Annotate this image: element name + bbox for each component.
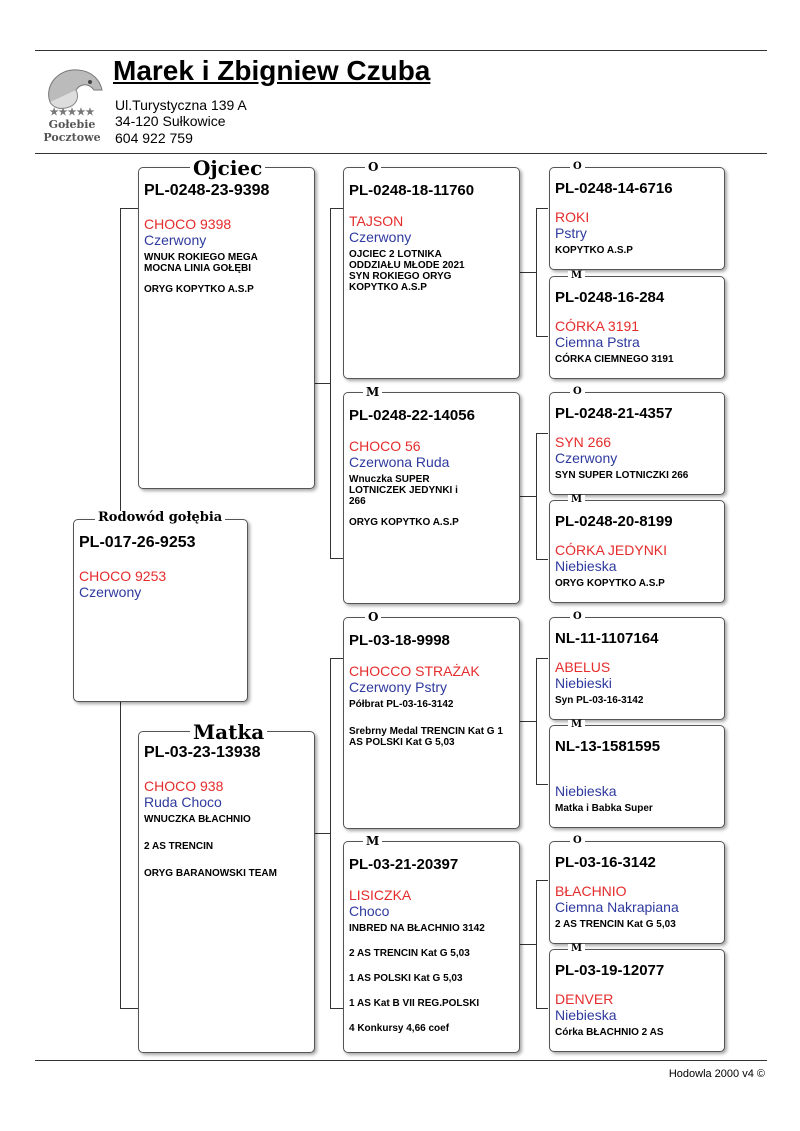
dam-tag: M [568, 271, 585, 281]
note-line: Córka BŁACHNIO 2 AS [555, 1027, 664, 1038]
ring-number: PL-03-21-20397 [349, 856, 459, 873]
great-grandparent-card[interactable] [549, 392, 725, 495]
ring-number: PL-017-26-9253 [79, 534, 196, 551]
ring-number: PL-0248-20-8199 [555, 513, 673, 530]
great-grandparent-card[interactable] [549, 617, 725, 720]
bird-color: Ciemna Nakrapiana [555, 899, 679, 915]
bird-name: SYN 266 [555, 434, 612, 450]
owner-name: Marek i Zbigniew Czuba [113, 55, 431, 86]
ring-number: NL-13-1581595 [555, 738, 661, 755]
connector [536, 433, 537, 559]
connector [536, 784, 548, 785]
ring-number: PL-03-19-12077 [555, 962, 665, 979]
note-line: Syn PL-03-16-3142 [555, 695, 644, 706]
connector [120, 1008, 140, 1009]
ring-number: PL-03-18-9998 [349, 632, 450, 649]
bird-name: TAJSON [349, 213, 404, 229]
dam-tag: M [363, 386, 382, 398]
note-line: WNUK ROKIEGO MEGA MOCNA LINIA GOŁĘBI [144, 252, 258, 274]
address-city: 34-120 Sułkowice [115, 113, 226, 129]
bird-notes [555, 919, 719, 930]
bird-name: CHOCO 9398 [144, 216, 232, 232]
bird-color: Czerwony [144, 232, 207, 248]
footer-rule [35, 1060, 767, 1061]
bird-notes [555, 354, 719, 365]
note-line: ORYG KOPYTKO A.S.P [555, 578, 665, 589]
sire-tag: O [570, 612, 585, 622]
bird-color: Niebieska [555, 1007, 617, 1023]
ring-number: PL-0248-16-284 [555, 289, 665, 306]
great-grandparent-card[interactable] [549, 841, 725, 944]
ring-number: NL-11-1107164 [555, 630, 659, 647]
note-line: ORYG KOPYTKO A.S.P [144, 284, 254, 295]
bird-color: Czerwona Ruda [349, 454, 450, 470]
connector [536, 658, 548, 659]
connector [330, 1008, 344, 1009]
bird-color: Niebieska [555, 558, 617, 574]
bird-notes [555, 1027, 719, 1038]
connector [315, 833, 330, 834]
connector [536, 880, 548, 881]
connector [330, 558, 344, 559]
bird-color: Czerwony [349, 229, 412, 245]
paternal-grandmother-card[interactable] [343, 392, 520, 604]
logo-stars: ★★★★★ [49, 107, 95, 118]
great-grandparent-card[interactable] [549, 725, 725, 828]
bird-notes [349, 923, 514, 1034]
dam-tag: M [568, 944, 585, 954]
bird-name: CHOCCO STRAŻAK [349, 663, 480, 679]
bird-name: CHOCO 938 [144, 778, 224, 794]
great-grandparent-card[interactable] [549, 500, 725, 603]
connector [315, 383, 330, 384]
bird-color: Pstry [555, 225, 587, 241]
note-line: 2 AS TRENCIN [144, 841, 214, 852]
bird-name: CHOCO 56 [349, 438, 421, 454]
bird-name: DENVER [555, 991, 614, 1007]
great-grandparent-card[interactable] [549, 949, 725, 1052]
note-line: Srebrny Medal TRENCIN Kat G 1 AS POLSKI Kat G 5,03 [349, 726, 503, 748]
bird-notes [555, 245, 719, 256]
bird-notes [555, 695, 719, 706]
note-line: Półbrat PL-03-16-3142 [349, 699, 454, 710]
father-tag: Ojciec [190, 158, 265, 178]
note-line: WNUCZKA BŁACHNIO [144, 814, 251, 825]
ring-number: PL-0248-22-14056 [349, 407, 475, 424]
dam-tag: M [363, 835, 382, 847]
note-line: Wnuczka SUPER LOTNICZEK JEDYNKI i 266 [349, 474, 458, 507]
logo-text-line1: Gołebie [48, 118, 96, 131]
note-line: 1 AS Kat B VII REG.POLSKI [349, 998, 480, 1009]
mother-card[interactable] [138, 731, 315, 1053]
bird-name: BŁACHNIO [555, 883, 627, 899]
maternal-grandmother-card[interactable] [343, 841, 520, 1053]
bird-name: CÓRKA JEDYNKI [555, 542, 668, 558]
bird-color: Niebieska [555, 783, 617, 799]
bird-notes [349, 699, 514, 748]
connector [330, 208, 344, 209]
sire-tag: O [365, 161, 381, 173]
top-rule [35, 50, 767, 51]
bird-color: Ciemna Pstra [555, 334, 640, 350]
connector [536, 880, 537, 1008]
bird-name: CHOCO 9253 [79, 568, 167, 584]
bird-color: Niebieski [555, 675, 612, 691]
sire-tag: O [570, 836, 585, 846]
paternal-grandfather-card[interactable] [343, 167, 520, 379]
bird-color: Czerwony [555, 450, 618, 466]
bird-notes [349, 474, 514, 528]
connector [536, 336, 548, 337]
bird-name: ABELUS [555, 659, 611, 675]
great-grandparent-card[interactable] [549, 167, 725, 270]
dam-tag: M [568, 720, 585, 730]
logo-text-line2: Pocztowe [43, 131, 101, 144]
sire-tag: O [570, 387, 585, 397]
note-line: 2 AS TRENCIN Kat G 5,03 [349, 948, 470, 959]
connector [520, 721, 536, 722]
bird-notes [349, 249, 514, 293]
phone-number: 604 922 759 [115, 130, 193, 146]
dam-tag: M [568, 495, 585, 505]
father-card[interactable] [138, 167, 315, 489]
bird-color: Czerwony [79, 584, 142, 600]
connector [120, 208, 140, 209]
connector [520, 944, 536, 945]
connector [536, 559, 548, 560]
sire-tag: O [365, 611, 381, 623]
bird-name [555, 767, 719, 783]
ring-number: PL-03-23-13938 [144, 744, 261, 761]
note-line: 2 AS TRENCIN Kat G 5,03 [555, 919, 676, 930]
ring-number: PL-0248-18-11760 [349, 182, 475, 199]
connector [536, 208, 548, 209]
pedigree-subject-card[interactable] [73, 519, 248, 702]
bird-name: ROKI [555, 209, 590, 225]
maternal-grandfather-card[interactable] [343, 617, 520, 829]
connector [330, 208, 331, 558]
connector [520, 496, 536, 497]
connector [330, 658, 344, 659]
bird-notes [555, 470, 719, 481]
note-line: CÓRKA CIEMNEGO 3191 [555, 354, 674, 365]
ring-number: PL-0248-14-6716 [555, 180, 673, 197]
bird-notes [555, 578, 719, 589]
bird-name: LISICZKA [349, 887, 412, 903]
sire-tag: O [570, 162, 585, 172]
bird-notes [144, 814, 309, 879]
note-line: OJCIEC 2 LOTNIKA ODDZIAŁU MŁODE 2021 SYN ROKIEGO ORYG KOPYTKO A.S.P [349, 249, 465, 293]
great-grandparent-card[interactable] [549, 276, 725, 379]
connector [330, 658, 331, 1008]
bird-notes [144, 252, 309, 295]
ring-number: PL-0248-21-4357 [555, 405, 673, 422]
note-line: SYN SUPER LOTNICZKI 266 [555, 470, 689, 481]
connector [536, 433, 548, 434]
note-line: INBRED NA BŁACHNIO 3142 [349, 923, 485, 934]
mother-tag: Matka [190, 722, 267, 742]
note-line: KOPYTKO A.S.P [555, 245, 633, 256]
ring-number: PL-0248-23-9398 [144, 182, 270, 199]
bird-name: CÓRKA 3191 [555, 318, 640, 334]
connector [536, 658, 537, 784]
bird-color: Ruda Choco [144, 794, 222, 810]
bird-notes [555, 803, 719, 814]
subject-tag: Rodowód gołębia [95, 511, 225, 524]
connector [520, 272, 536, 273]
note-line: 4 Konkursy 4,66 coef [349, 1023, 450, 1034]
bird-color: Czerwony Pstry [349, 679, 448, 695]
note-line: ORYG KOPYTKO A.S.P [349, 517, 459, 528]
ring-number: PL-03-16-3142 [555, 854, 656, 871]
address-street: Ul.Turystyczna 139 A [115, 97, 247, 113]
note-line: ORYG BARANOWSKI TEAM [144, 868, 277, 879]
note-line: 1 AS POLSKI Kat G 5,03 [349, 973, 463, 984]
connector [536, 1008, 548, 1009]
connector [536, 208, 537, 336]
bird-color: Choco [349, 903, 390, 919]
footer-credit: Hodowla 2000 v4 © [668, 1068, 765, 1080]
note-line: Matka i Babka Super [555, 803, 653, 814]
header-rule [35, 153, 767, 154]
